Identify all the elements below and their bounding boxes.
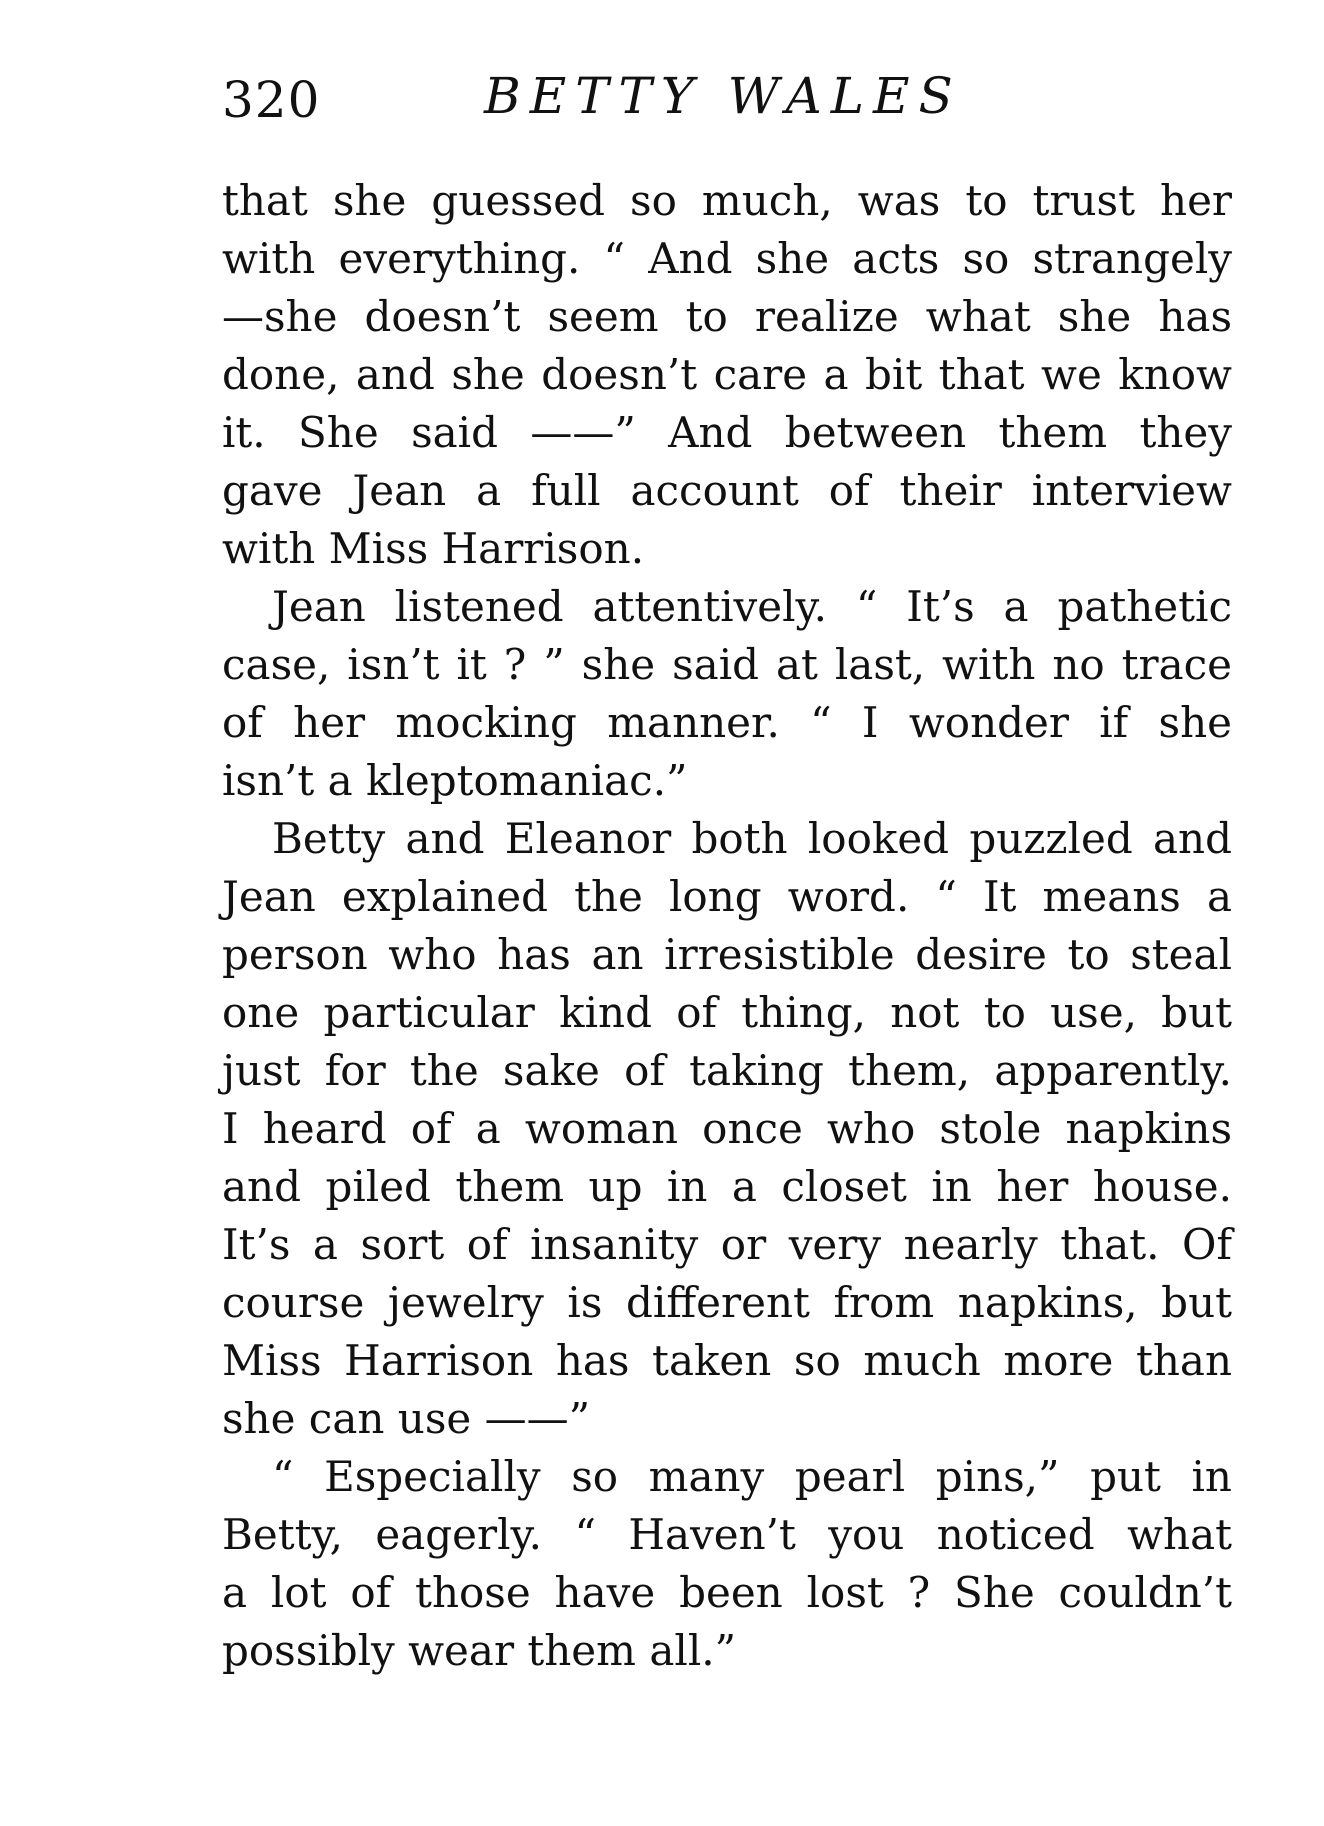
text-line: one particular kind of thing, not to use, but (222, 988, 1232, 1037)
text-line: with everything. “ And she acts so strangely (222, 234, 1232, 283)
text-line: Betty and Eleanor both looked puzzled and (272, 814, 1232, 863)
text-line: —she doesn’t seem to realize what she has (222, 292, 1232, 341)
text-line: person who has an irresistible desire to steal (222, 930, 1232, 979)
text-line: isn’t a kleptomaniac.” (222, 756, 688, 805)
text-line: possibly wear them all.” (222, 1626, 737, 1675)
text-line: course jewelry is different from napkins, but (222, 1278, 1232, 1327)
page-number: 320 (222, 71, 321, 129)
text-line: she can use ——” (222, 1394, 591, 1443)
text-line: with Miss Harrison. (222, 524, 645, 573)
text-line: done, and she doesn’t care a bit that we know (222, 350, 1232, 399)
text-line: Betty, eagerly. “ Haven’t you noticed what (222, 1510, 1232, 1559)
text-line: Miss Harrison has taken so much more than (222, 1336, 1232, 1385)
running-head (222, 64, 1232, 144)
text-line: “ Especially so many pearl pins,” put in (272, 1452, 1232, 1501)
running-title: BETTY WALES (484, 67, 962, 125)
text-line: a lot of those have been lost ? She couldn’t (222, 1568, 1232, 1617)
text-line: Jean listened attentively. “ It’s a pathetic (272, 582, 1232, 631)
text-line: that she guessed so much, was to trust her (222, 176, 1232, 225)
text-line: case, isn’t it ? ” she said at last, with no trace (222, 640, 1232, 689)
text-line: just for the sake of taking them, apparently. (222, 1046, 1232, 1095)
text-line: Jean explained the long word. “ It means a (222, 872, 1232, 921)
body-text (222, 172, 1232, 1680)
text-line: It’s a sort of insanity or very nearly that. Of (222, 1220, 1232, 1269)
text-line: I heard of a woman once who stole napkins (222, 1104, 1232, 1153)
text-line: it. She said ——” And between them they (222, 408, 1232, 457)
text-line: of her mocking manner. “ I wonder if she (222, 698, 1232, 747)
text-line: gave Jean a full account of their interview (222, 466, 1232, 515)
text-line: and piled them up in a closet in her house. (222, 1162, 1232, 1211)
